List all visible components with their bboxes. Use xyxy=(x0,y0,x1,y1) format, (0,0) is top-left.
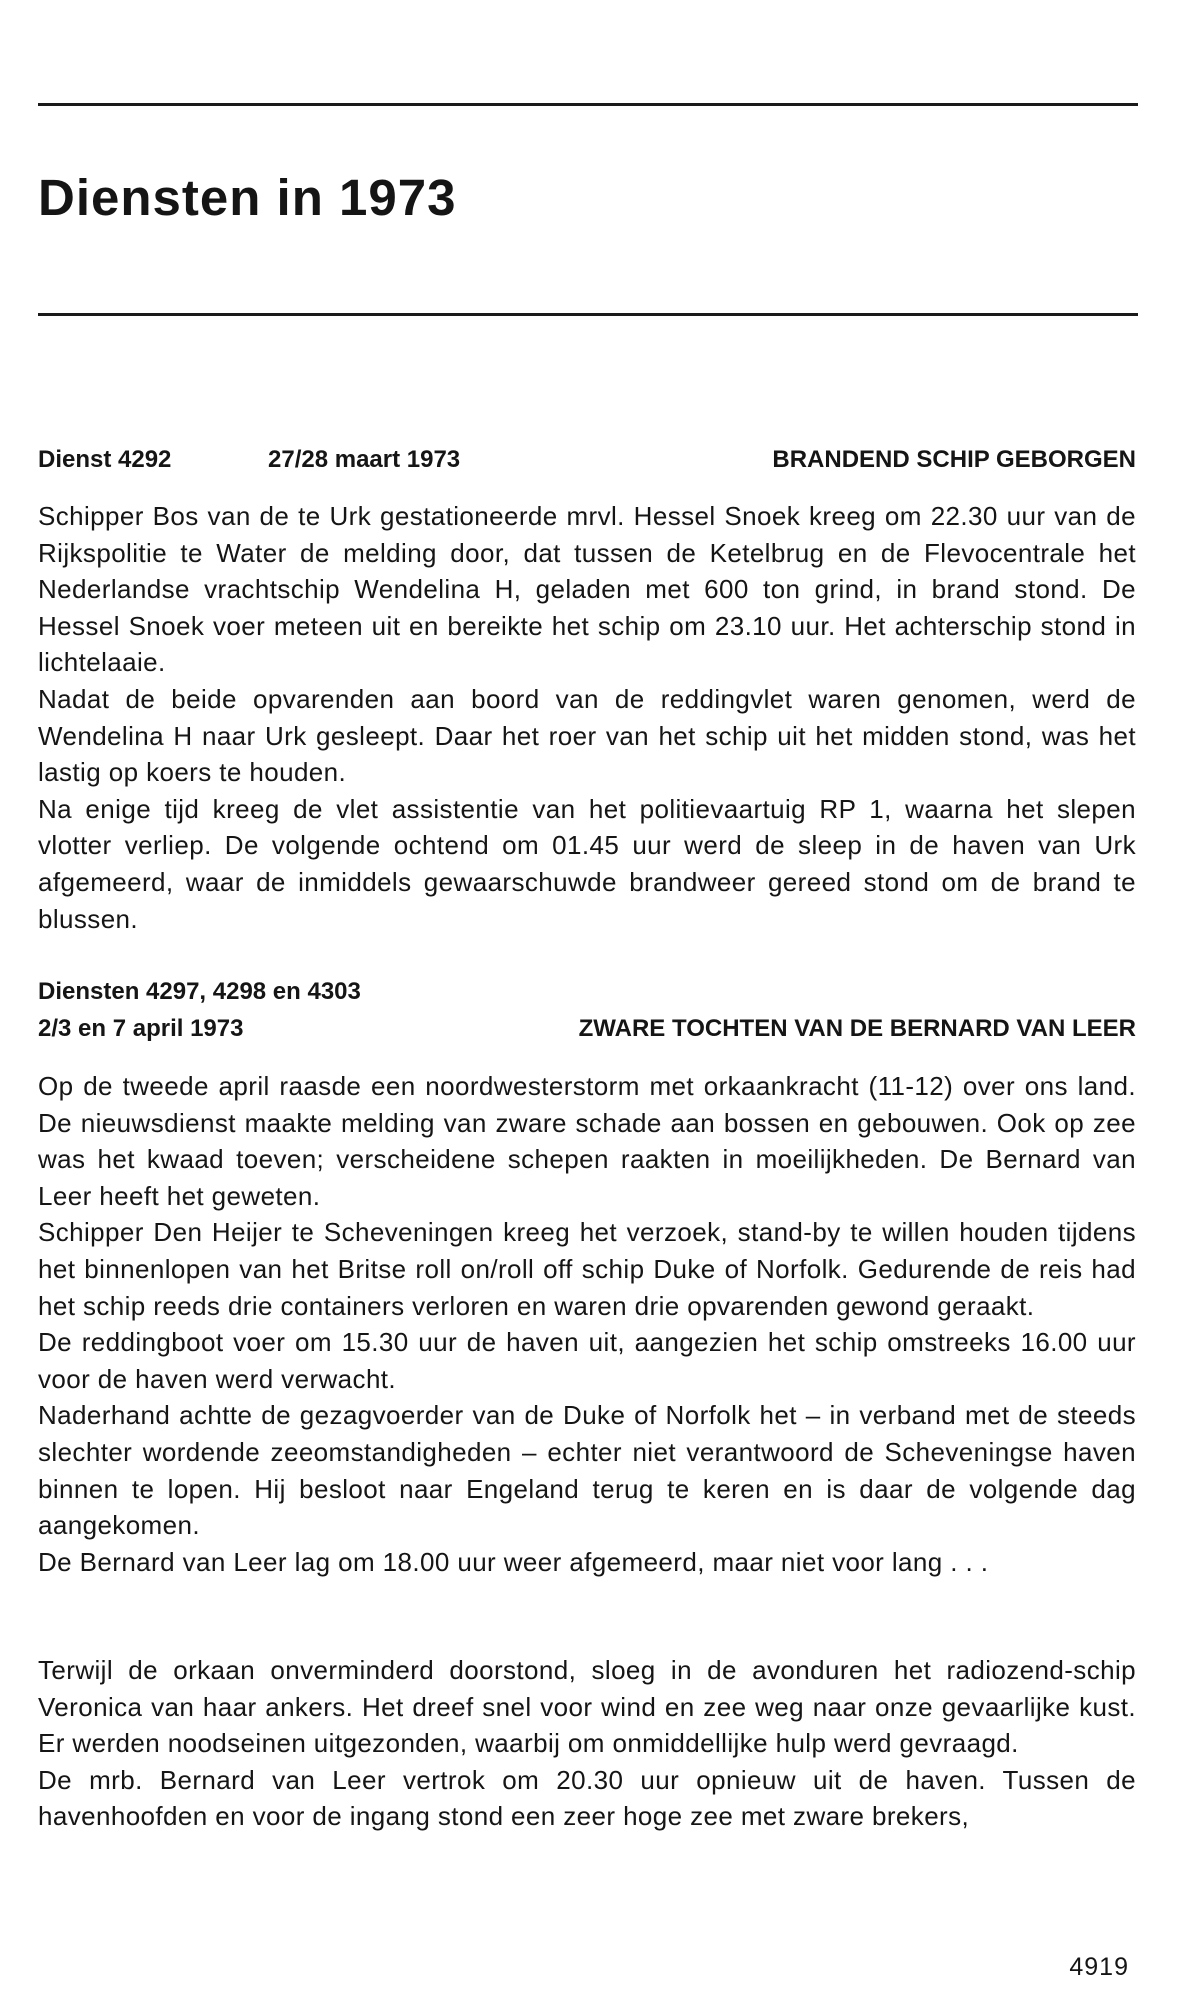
top-rule xyxy=(38,103,1138,106)
section2-date: 2/3 en 7 april 1973 xyxy=(38,1015,244,1042)
section1-paragraph-3: Na enige tijd kreeg de vlet assistentie van het politievaartuig RP 1, waarna het slepen vlotter verliep. De volgende ochtend om 01.45 uur werd de sleep in de haven van Urk afgemeerd, waar de inmiddels gewaarschuwde brandweer gereed stond om de brand te blussen. xyxy=(38,793,1136,934)
title-underline-rule xyxy=(38,313,1138,316)
section2-paragraph-3: De reddingboot voer om 15.30 uur de haven uit, aangezien het schip omstreeks 16.00 uur voor de haven werd verwacht. xyxy=(38,1327,1136,1394)
page-title: Diensten in 1973 xyxy=(38,169,457,226)
section2-header xyxy=(38,1017,1136,1045)
section2-paragraph-2: Schipper Den Heijer te Scheveningen kreeg het verzoek, stand-by te willen houden tijdens het binnenlopen van het Britse roll on/roll off schip Duke of Norfolk. Gedurende de reis had het schip reeds drie containers verloren en waren drie opvarenden gewond geraakt. xyxy=(38,1217,1136,1321)
section2-paragraph-4: Naderhand achtte de gezagvoerder van de Duke of Norfolk het – in verband met de steeds slechter wordende zeeomstandigheden – echter niet verantwoord de Scheveningse haven binnen te lopen. Hij besloot naar Engeland terug te keren en is daar de volgende dag aangekomen. xyxy=(38,1400,1136,1541)
section2-paragraph-1: Op de tweede april raasde een noordwesterstorm met orkaankracht (11-12) over ons land. De nieuwsdienst maakte melding van zware schade aan bossen en gebouwen. Ook op zee was het kwaad toeven; verscheidene schepen raakten in moeilijkheden. De Bernard van Leer heeft het geweten. xyxy=(38,1071,1136,1211)
section1-header xyxy=(38,448,1136,476)
section3-body xyxy=(38,1652,1136,1835)
section2-diensten: Diensten 4297, 4298 en 4303 xyxy=(38,978,361,1005)
section1-dienst-number: Dienst 4292 xyxy=(38,446,172,473)
section3-paragraph-1: Terwijl de orkaan onverminderd doorstond, sloeg in de avonduren het radiozend-schip Veronica van haar ankers. Het dreef snel voor wind en zee weg naar onze gevaarlijke kust. Er werden noodseinen uitgezonden, waarbij om onmiddellijke hulp werd gevraagd. xyxy=(38,1655,1136,1759)
section3-paragraph-2: De mrb. Bernard van Leer vertrok om 20.30 uur opnieuw uit de haven. Tussen de havenhoofden en voor de ingang stond een zeer hoge zee met zware brekers, xyxy=(38,1764,1136,1832)
section1-paragraph-2: Nadat de beide opvarenden aan boord van de reddingvlet waren genomen, werd de Wendelina H naar Urk gesleept. Daar het roer van het schip uit het midden stond, was het lastig op koers te houden. xyxy=(38,683,1136,788)
section1-paragraph-1: Schipper Bos van de te Urk gestationeerde mrvl. Hessel Snoek kreeg om 22.30 uur van de Rijkspolitie te Water de melding door, dat tussen de Ketelbrug en de Flevocentrale het Nederlandse vrachtschip Wendelina H, geladen met 600 ton grind, in brand stond. De Hessel Snoek voer meteen uit en bereikte het schip om 23.10 uur. Het achterschip stond in lichtelaaie. xyxy=(38,501,1136,678)
section1-heading: BRANDEND SCHIP GEBORGEN xyxy=(772,446,1136,473)
page-number: 4919 xyxy=(1069,1953,1129,1981)
section2-diensten-line xyxy=(38,980,1136,1008)
section2-body xyxy=(38,1068,1136,1580)
section1-body xyxy=(38,498,1136,937)
section2-paragraph-5: De Bernard van Leer lag om 18.00 uur weer afgemeerd, maar niet voor lang . . . xyxy=(38,1546,989,1577)
section1-date: 27/28 maart 1973 xyxy=(268,446,461,473)
section2-heading: ZWARE TOCHTEN VAN DE BERNARD VAN LEER xyxy=(578,1015,1136,1042)
